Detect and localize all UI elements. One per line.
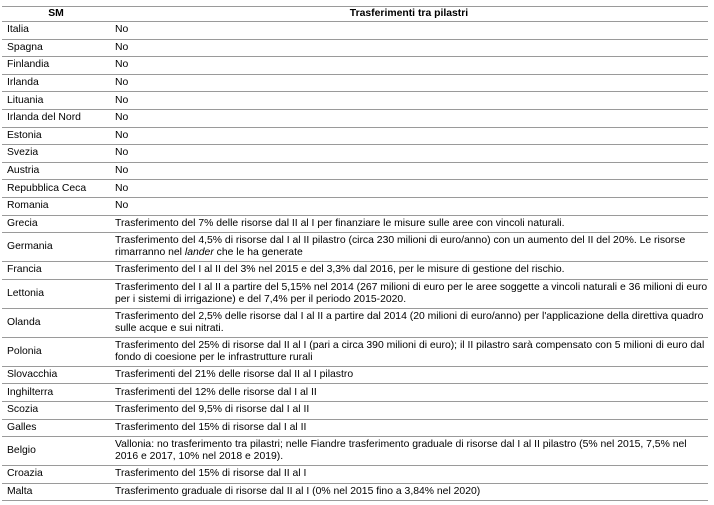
table-row: [2, 109, 708, 127]
row-sm: Irlanda del Nord: [2, 109, 110, 127]
row-sm: Inghilterra: [2, 384, 110, 402]
row-sm: Svezia: [2, 145, 110, 163]
row-value: No: [110, 197, 708, 215]
row-sm: Olanda: [2, 308, 110, 337]
header-sm: SM: [2, 7, 110, 22]
table-row: [2, 437, 708, 466]
row-value: No: [110, 162, 708, 180]
row-value: Trasferimento del 15% di risorse dal II al I: [110, 466, 708, 484]
row-sm: Scozia: [2, 401, 110, 419]
table-row: [2, 308, 708, 337]
table-row: [2, 22, 708, 40]
table-row: [2, 337, 708, 366]
row-sm: Romania: [2, 197, 110, 215]
row-sm: Lituania: [2, 92, 110, 110]
row-sm: Francia: [2, 262, 110, 280]
table-row: [2, 57, 708, 75]
row-sm: Irlanda: [2, 74, 110, 92]
row-value: Trasferimento del I al II a partire del 5,15% nel 2014 (267 milioni di euro per le aree soggette a vincoli naturali e 36 milioni di euro per i sistemi di irrigazione) e del 7,4% per il periodo 2015-2020.: [110, 279, 708, 308]
table-row: [2, 39, 708, 57]
row-value: Trasferimenti del 12% delle risorse dal I al II: [110, 384, 708, 402]
table-row: [2, 162, 708, 180]
table-row: [2, 197, 708, 215]
row-sm: Italia: [2, 22, 110, 40]
table-row: [2, 279, 708, 308]
table-row: [2, 466, 708, 484]
row-value: No: [110, 127, 708, 145]
table-row: [2, 180, 708, 198]
row-value: No: [110, 22, 708, 40]
row-sm: Grecia: [2, 215, 110, 233]
row-value: No: [110, 74, 708, 92]
table-row: [2, 483, 708, 501]
row-value: Trasferimento graduale di risorse dal II al I (0% nel 2015 fino a 3,84% nel 2020): [110, 483, 708, 501]
table-row: [2, 366, 708, 384]
row-value: Trasferimento del 2,5% delle risorse dal I al II a partire dal 2014 (20 milioni di euro/anno) per l'applicazione della direttiva quadro sulle acque e sui nitrati.: [110, 308, 708, 337]
table-row: [2, 233, 708, 262]
row-value: No: [110, 57, 708, 75]
row-sm: Finlandia: [2, 57, 110, 75]
row-sm: Lettonia: [2, 279, 110, 308]
row-value: Trasferimenti del 21% delle risorse dal II al I pilastro: [110, 366, 708, 384]
row-value: No: [110, 92, 708, 110]
row-sm: Spagna: [2, 39, 110, 57]
row-value: Trasferimento del 15% di risorse dal I al II: [110, 419, 708, 437]
row-sm: Polonia: [2, 337, 110, 366]
table-row: [2, 215, 708, 233]
table-row: [2, 145, 708, 163]
table-row: [2, 384, 708, 402]
row-sm: Estonia: [2, 127, 110, 145]
row-value: No: [110, 39, 708, 57]
table-row: [2, 401, 708, 419]
row-sm: Croazia: [2, 466, 110, 484]
header-transfers: Trasferimenti tra pilastri: [110, 7, 708, 22]
row-sm: Malta: [2, 483, 110, 501]
table-row: [2, 127, 708, 145]
row-value: No: [110, 109, 708, 127]
row-sm: Germania: [2, 233, 110, 262]
row-sm: Repubblica Ceca: [2, 180, 110, 198]
row-sm: Slovacchia: [2, 366, 110, 384]
row-value: No: [110, 180, 708, 198]
row-value: No: [110, 145, 708, 163]
row-value: Trasferimento del 25% di risorse dal II al I (pari a circa 390 milioni di euro); il II pilastro sarà compensato con 5 milioni di euro dal fondo di coesione per le infrastrutture rurali: [110, 337, 708, 366]
transfers-table: [2, 6, 708, 501]
row-value: Vallonia: no trasferimento tra pilastri; nelle Fiandre trasferimento graduale di risorse dal I al II pilastro (5% nel 2015, 7,5% nel 2016 e 2017, 10% nel 2018 e 2019).: [110, 437, 708, 466]
row-sm: Austria: [2, 162, 110, 180]
row-sm: Belgio: [2, 437, 110, 466]
row-value: Trasferimento del 7% delle risorse dal II al I per finanziare le misure sulle aree con vincoli naturali.: [110, 215, 708, 233]
table-header-row: [2, 7, 708, 22]
row-value: Trasferimento del I al II del 3% nel 2015 e del 3,3% dal 2016, per le misure di gestione del rischio.: [110, 262, 708, 280]
table-row: [2, 92, 708, 110]
row-value: Trasferimento del 9,5% di risorse dal I al II: [110, 401, 708, 419]
row-sm: Galles: [2, 419, 110, 437]
table-row: [2, 262, 708, 280]
row-value: Trasferimento del 4,5% di risorse dal I al II pilastro (circa 230 milioni di euro/anno) con un aumento del II del 20%. Le risorse rimarranno nel lander che le ha generate: [110, 233, 708, 262]
table-row: [2, 74, 708, 92]
table-row: [2, 419, 708, 437]
